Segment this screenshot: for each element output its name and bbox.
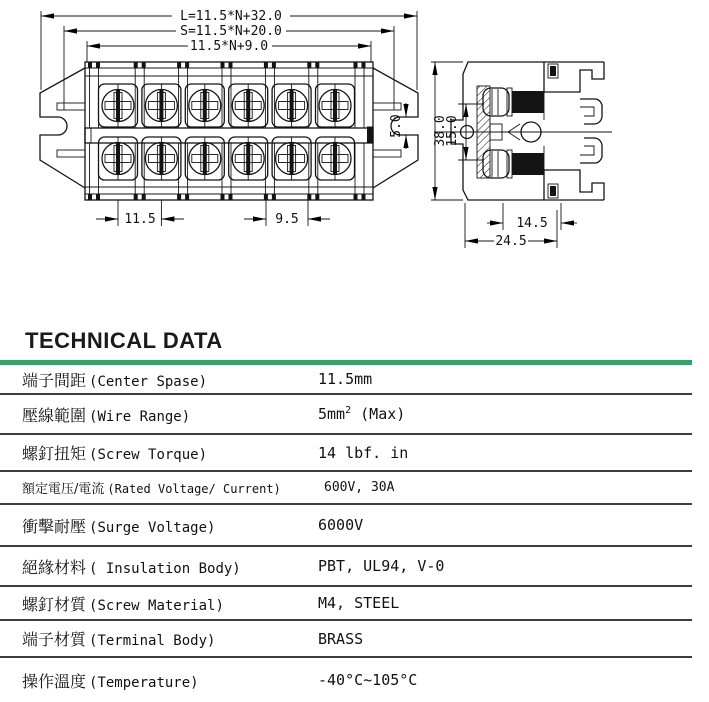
screw-thread-section xyxy=(512,153,544,175)
row-value: BRASS xyxy=(318,629,364,648)
dim-label-notch: 5.0 xyxy=(389,114,404,138)
row-label-zh: 額定電压/電流 xyxy=(22,481,105,497)
row-value: M4, STEEL xyxy=(318,594,400,612)
terminal-block-body xyxy=(85,62,373,200)
value-suffix: (Max) xyxy=(351,405,406,423)
technical-drawing xyxy=(0,0,709,300)
technical-data-section xyxy=(0,328,709,702)
value-prefix: 5mm xyxy=(318,405,346,423)
section-title: TECHNICAL DATA xyxy=(25,328,223,353)
side-view xyxy=(431,62,612,249)
row-label-zh: 端子材質 xyxy=(22,630,87,649)
table-row-insulation-body xyxy=(0,547,692,587)
row-value: 14 lbf. in xyxy=(318,443,409,462)
row-label xyxy=(0,669,318,692)
screw-thread-section xyxy=(512,91,544,113)
row-label xyxy=(0,441,318,464)
dim-label-pitch: 11.5 xyxy=(124,212,156,227)
row-label-en: (Terminal Body) xyxy=(89,633,216,649)
table-row-screw-torque xyxy=(0,435,692,472)
row-label-en: (Wire Range) xyxy=(89,408,191,425)
table-row-temperature xyxy=(0,658,692,702)
row-label-en: (Rated Voltage/ Current) xyxy=(107,481,281,496)
row-label xyxy=(0,627,318,650)
table-row-wire-range xyxy=(0,395,692,435)
row-value: -40°C~105°C xyxy=(318,671,418,689)
dim-label-depth-inner: 14.5 xyxy=(516,216,548,231)
row-label-zh: 螺釘扭矩 xyxy=(22,444,87,463)
front-view xyxy=(40,9,418,227)
terminal-screw xyxy=(229,84,268,127)
row-label-zh: 絕緣材料 xyxy=(22,557,87,577)
table-row-surge-voltage xyxy=(0,505,692,547)
terminal-screw xyxy=(316,84,355,127)
table-row-terminal-body xyxy=(0,621,692,658)
terminal-screw xyxy=(142,84,181,127)
row-value: PBT, UL94, V-0 xyxy=(318,557,445,575)
row-label xyxy=(0,555,318,578)
row-label xyxy=(0,403,318,426)
row-label xyxy=(0,514,318,537)
row-label-en: (Surge Voltage) xyxy=(89,519,216,536)
row-value xyxy=(318,405,692,423)
row-label-zh: 操作溫度 xyxy=(22,671,87,691)
row-label-en: ( Insulation Body) xyxy=(89,560,241,577)
dim-label-mount-length: S=11.5*N+20.0 xyxy=(180,24,282,39)
dim-label-height: 38.0 xyxy=(433,115,448,147)
row-label-en: (Screw Torque) xyxy=(89,447,208,463)
row-label xyxy=(0,368,318,391)
row-label xyxy=(0,592,318,615)
row-label-zh: 衝擊耐壓 xyxy=(22,516,87,536)
table-row-center-space xyxy=(0,365,692,395)
row-value: 6000V xyxy=(318,516,364,534)
row-label xyxy=(0,478,318,498)
left-mounting-flange xyxy=(40,68,85,188)
row-label-en: (Screw Material) xyxy=(89,597,224,614)
row-value: 11.5mm xyxy=(318,370,373,388)
table-row-screw-material xyxy=(0,587,692,621)
dim-label-screw-span: 15.0 xyxy=(445,115,460,147)
table-row-rated-voltage-current xyxy=(0,472,692,505)
row-label-en: (Center Spase) xyxy=(89,373,208,390)
dim-label-depth-outer: 24.5 xyxy=(495,234,527,249)
row-label-zh: 螺釘材質 xyxy=(22,594,87,614)
row-label-zh: 端子間距 xyxy=(22,370,87,390)
row-label-en: (Temperature) xyxy=(89,674,199,691)
terminal-screw xyxy=(272,84,311,127)
terminal-screw xyxy=(99,84,138,127)
dim-label-body-length: 11.5*N+9.0 xyxy=(189,39,269,54)
spec-table xyxy=(0,365,692,702)
terminal-screw xyxy=(185,84,224,127)
dim-label-total-length: L=11.5*N+32.0 xyxy=(180,9,282,24)
row-label-zh: 壓線範圍 xyxy=(22,405,87,425)
value-superscript: 2 xyxy=(345,405,352,416)
dim-label-opening: 9.5 xyxy=(275,212,299,227)
row-value: 600V, 30A xyxy=(324,480,395,495)
